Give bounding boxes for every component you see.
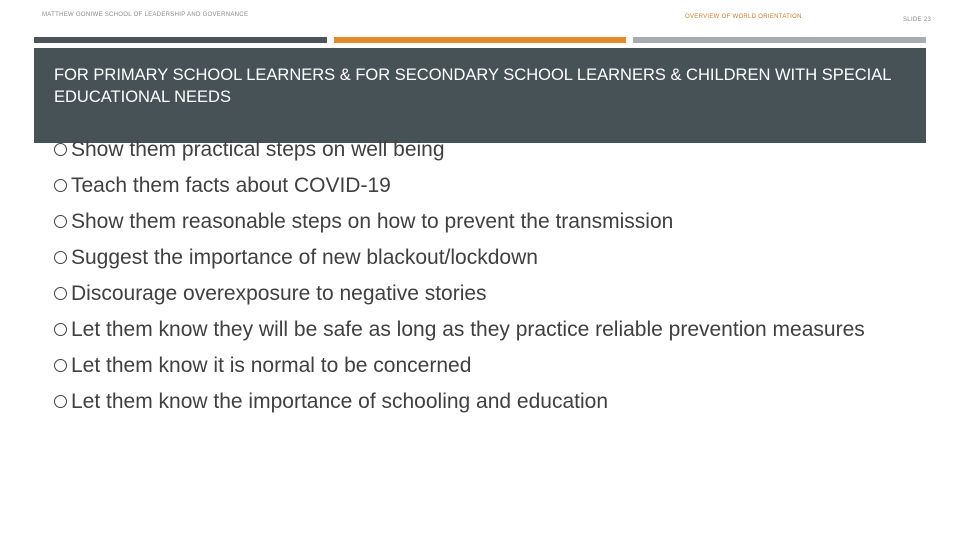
bullet-text: Discourage overexposure to negative stories: [71, 282, 487, 305]
bullet-text: Show them practical steps on well being: [71, 138, 445, 161]
list-item: [54, 317, 914, 343]
list-item: [54, 353, 914, 379]
hollow-circle-icon: [54, 215, 67, 228]
hollow-circle-icon: [54, 287, 67, 300]
hollow-circle-icon: [54, 359, 67, 372]
list-item: [54, 245, 914, 271]
accent-bar-gray: [633, 37, 926, 43]
bullet-text: Teach them facts about COVID-19: [71, 174, 391, 197]
title-band: [34, 48, 926, 143]
bullet-text: Let them know it is normal to be concerned: [71, 354, 472, 377]
hollow-circle-icon: [54, 323, 67, 336]
hollow-circle-icon: [54, 143, 67, 156]
bullet-text: Suggest the importance of new blackout/lockdown: [71, 246, 538, 269]
slide-title: FOR PRIMARY SCHOOL LEARNERS & FOR SECONDARY SCHOOL LEARNERS & CHILDREN WITH SPECIAL EDUCATIONAL NEEDS: [54, 66, 891, 106]
list-item: [54, 209, 914, 235]
hollow-circle-icon: [54, 395, 67, 408]
hollow-circle-icon: [54, 179, 67, 192]
slide-number: SLIDE 23: [903, 17, 932, 23]
bullet-text: Let them know they will be safe as long as they practice reliable prevention measures: [71, 318, 865, 341]
bullet-text: Let them know the importance of schooling and education: [71, 390, 609, 413]
hollow-circle-icon: [54, 251, 67, 264]
accent-bar-orange: [334, 37, 626, 43]
bullet-list: [54, 137, 914, 425]
accent-bar-dark: [34, 37, 327, 43]
bullet-text: Show them reasonable steps on how to prevent the transmission: [71, 210, 674, 233]
list-item: [54, 173, 914, 199]
list-item: [54, 137, 914, 163]
list-item: [54, 389, 914, 415]
list-item: [54, 281, 914, 307]
section-title-header: OVERVIEW OF WORLD ORIENTATION: [685, 14, 802, 20]
school-name-header: MATTHEW GONIWE SCHOOL OF LEADERSHIP AND GOVERNANCE: [42, 12, 249, 18]
